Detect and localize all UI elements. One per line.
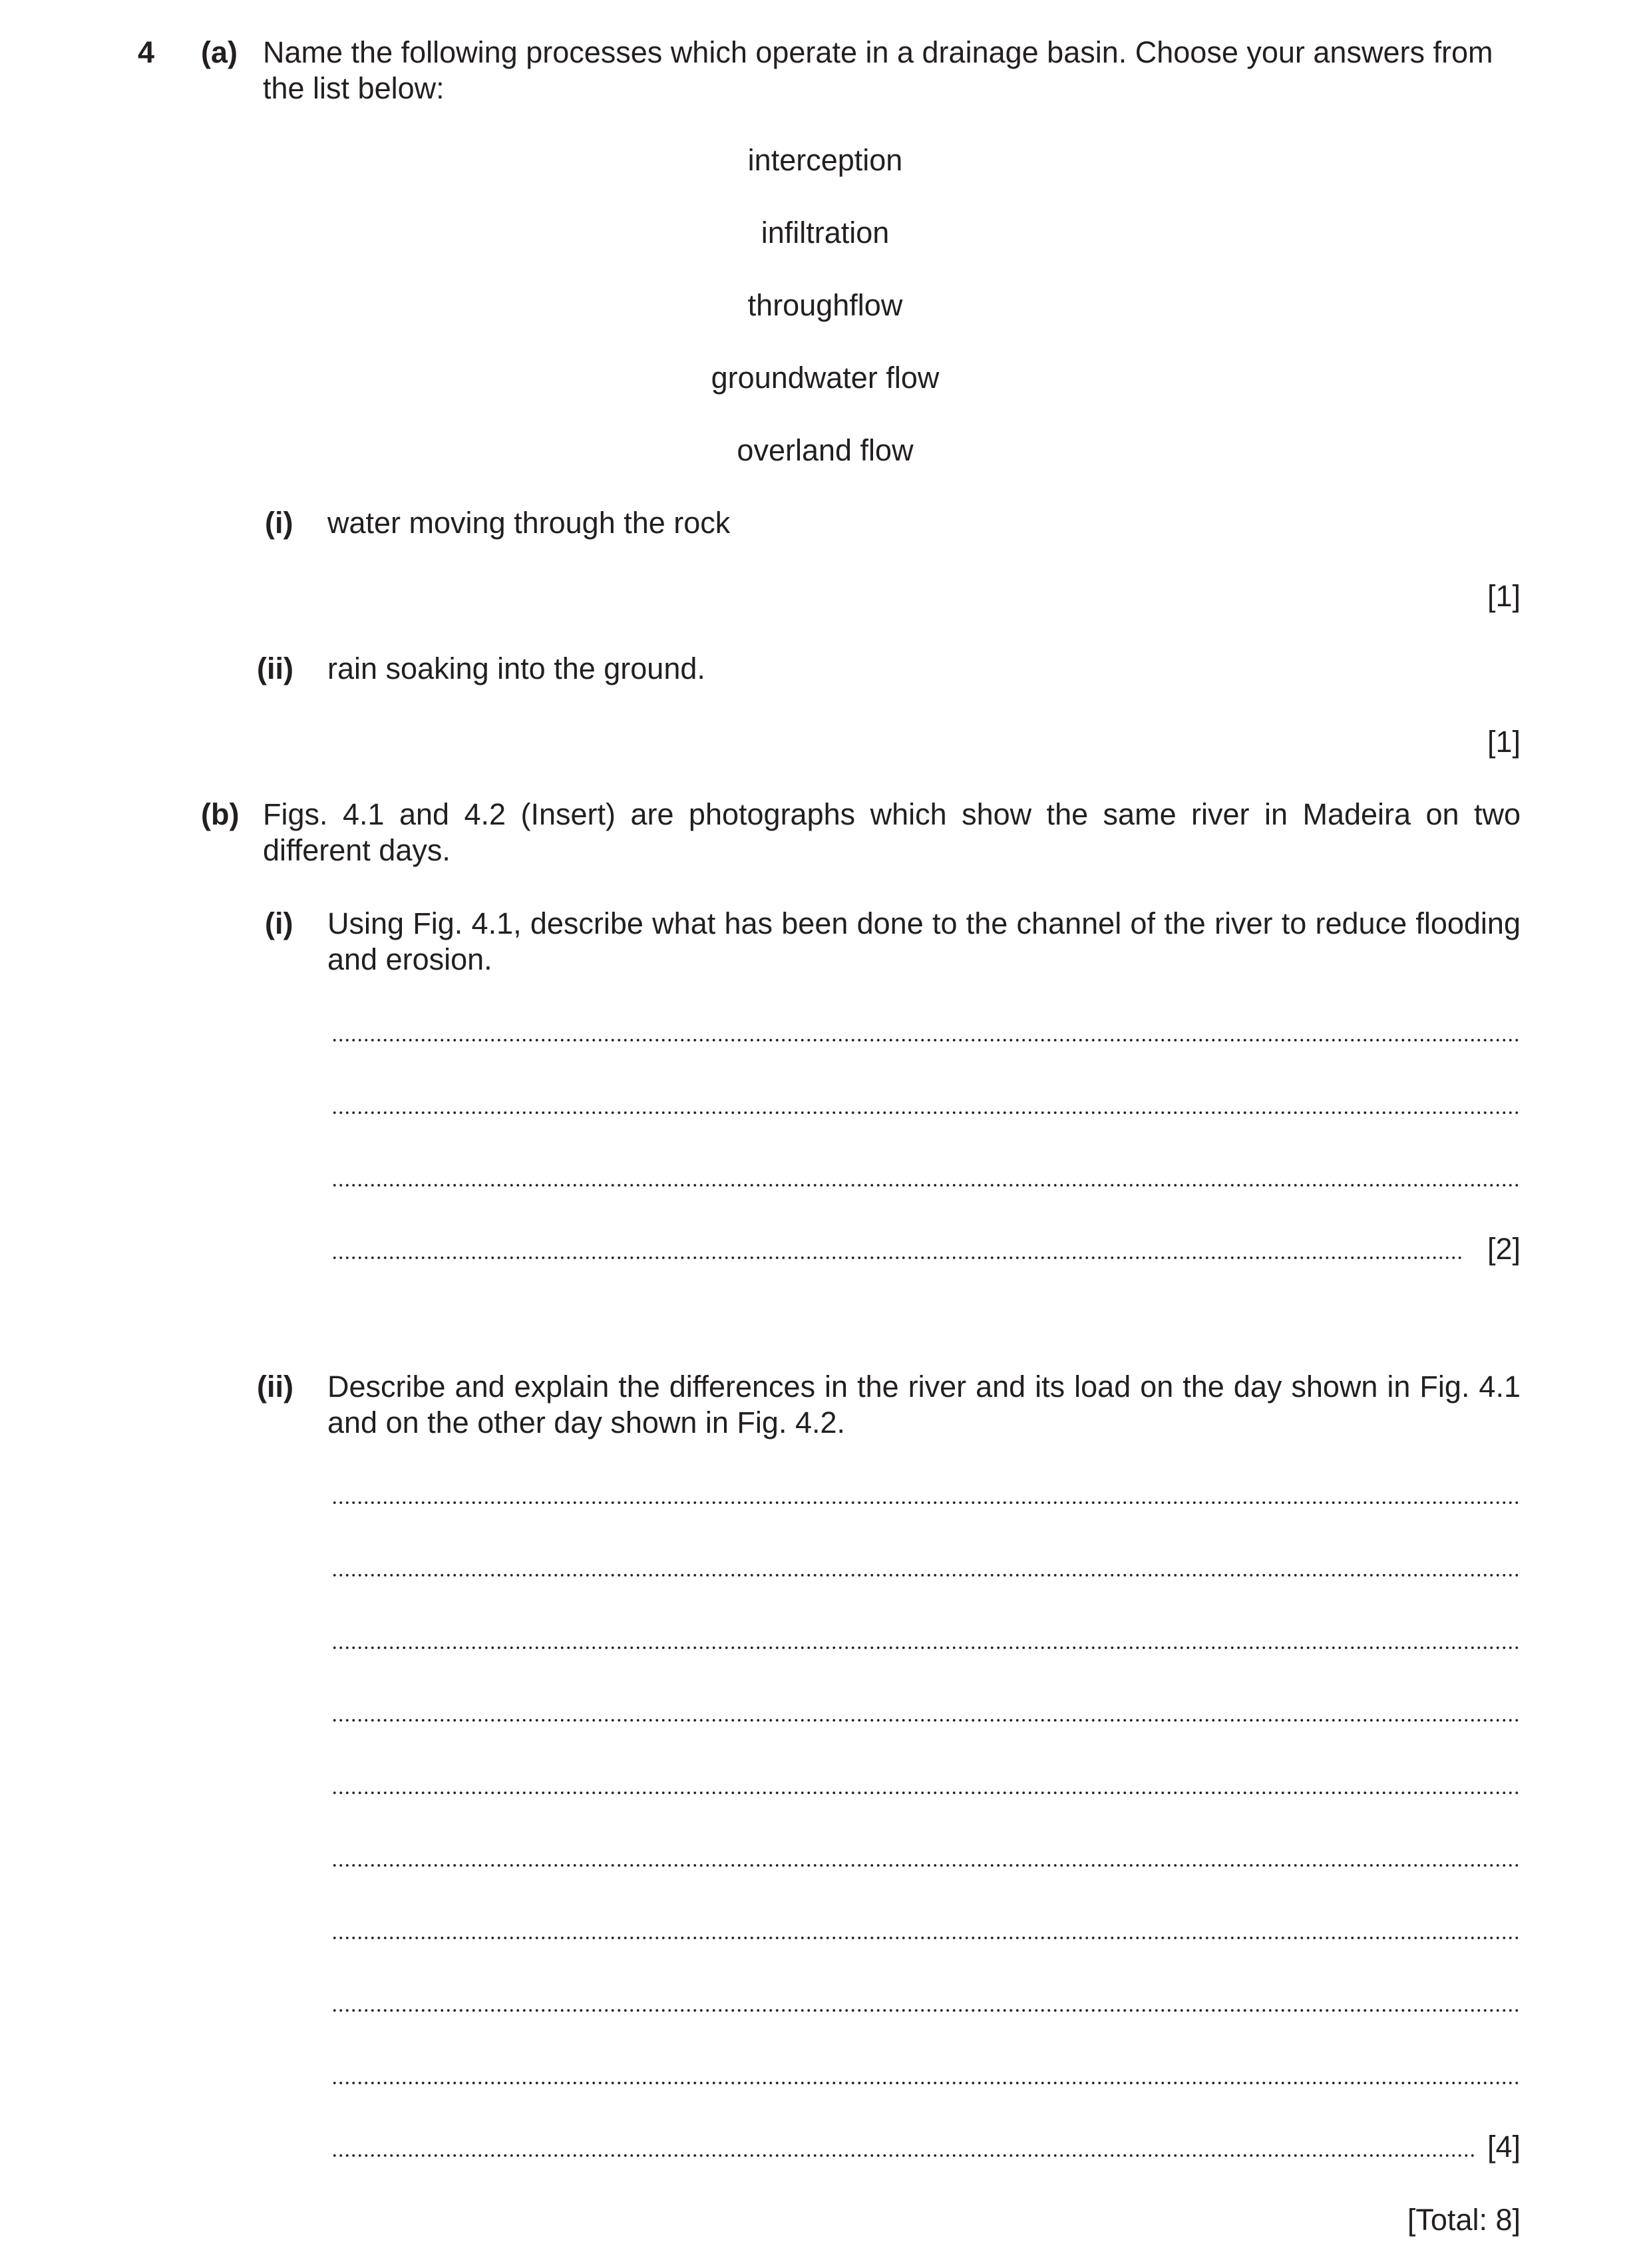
answer-line[interactable]	[331, 1646, 1521, 1650]
answer-line[interactable]	[331, 1573, 1521, 1577]
part-b-i-text-line2: and erosion.	[327, 942, 492, 976]
answer-line[interactable]	[331, 1501, 1521, 1505]
option-groundwater-flow: groundwater flow	[711, 361, 940, 395]
part-b-ii-text-line2: and on the other day shown in Fig. 4.2.	[327, 1406, 846, 1439]
part-b-ii-marks: [4]	[1487, 2130, 1521, 2164]
part-b-label: (b)	[201, 797, 240, 831]
part-a-i-marks: [1]	[1487, 579, 1521, 613]
question-number: 4	[138, 35, 155, 69]
option-interception: interception	[747, 143, 903, 177]
answer-line[interactable]	[331, 1718, 1521, 1722]
answer-line[interactable]	[331, 1863, 1521, 1867]
option-throughflow: throughflow	[747, 288, 903, 322]
answer-line[interactable]	[331, 1256, 1463, 1260]
part-a-i-label: (i)	[265, 506, 293, 540]
answer-line[interactable]	[331, 2008, 1521, 2012]
part-a-ii-label: (ii)	[257, 652, 293, 685]
part-a-stem-line1: Name the following processes which operate in a drainage basin. Choose your answers from	[263, 35, 1493, 69]
answer-line[interactable]	[331, 2081, 1521, 2085]
part-b-ii-text-line1: Describe and explain the differences in the river and its load on the day shown in Fig. 4.1	[327, 1370, 1521, 1404]
answer-line[interactable]	[331, 2154, 1476, 2158]
answer-line[interactable]	[331, 1791, 1521, 1795]
part-b-stem-line2: different days.	[263, 833, 451, 867]
part-a-ii-marks: [1]	[1487, 725, 1521, 759]
answer-line[interactable]	[331, 1936, 1521, 1940]
part-b-stem-line1: Figs. 4.1 and 4.2 (Insert) are photographs which show the same river in Madeira on two	[263, 797, 1521, 831]
part-a-i-text: water moving through the rock	[327, 506, 731, 540]
part-b-i-marks: [2]	[1487, 1232, 1521, 1266]
option-overland-flow: overland flow	[737, 433, 914, 467]
answer-line[interactable]	[331, 1111, 1521, 1115]
part-b-i-label: (i)	[265, 906, 293, 940]
part-a-stem-line2: the list below:	[263, 71, 445, 105]
part-b-ii-label: (ii)	[257, 1370, 293, 1404]
answer-line[interactable]	[331, 1183, 1521, 1187]
answer-line[interactable]	[331, 1038, 1521, 1042]
part-b-i-text-line1: Using Fig. 4.1, describe what has been done to the channel of the river to reduce flooding	[327, 906, 1521, 940]
option-infiltration: infiltration	[761, 216, 890, 250]
part-a-ii-text: rain soaking into the ground.	[327, 652, 705, 685]
total-marks: [Total: 8]	[1407, 2203, 1521, 2237]
part-a-label: (a)	[201, 35, 238, 69]
